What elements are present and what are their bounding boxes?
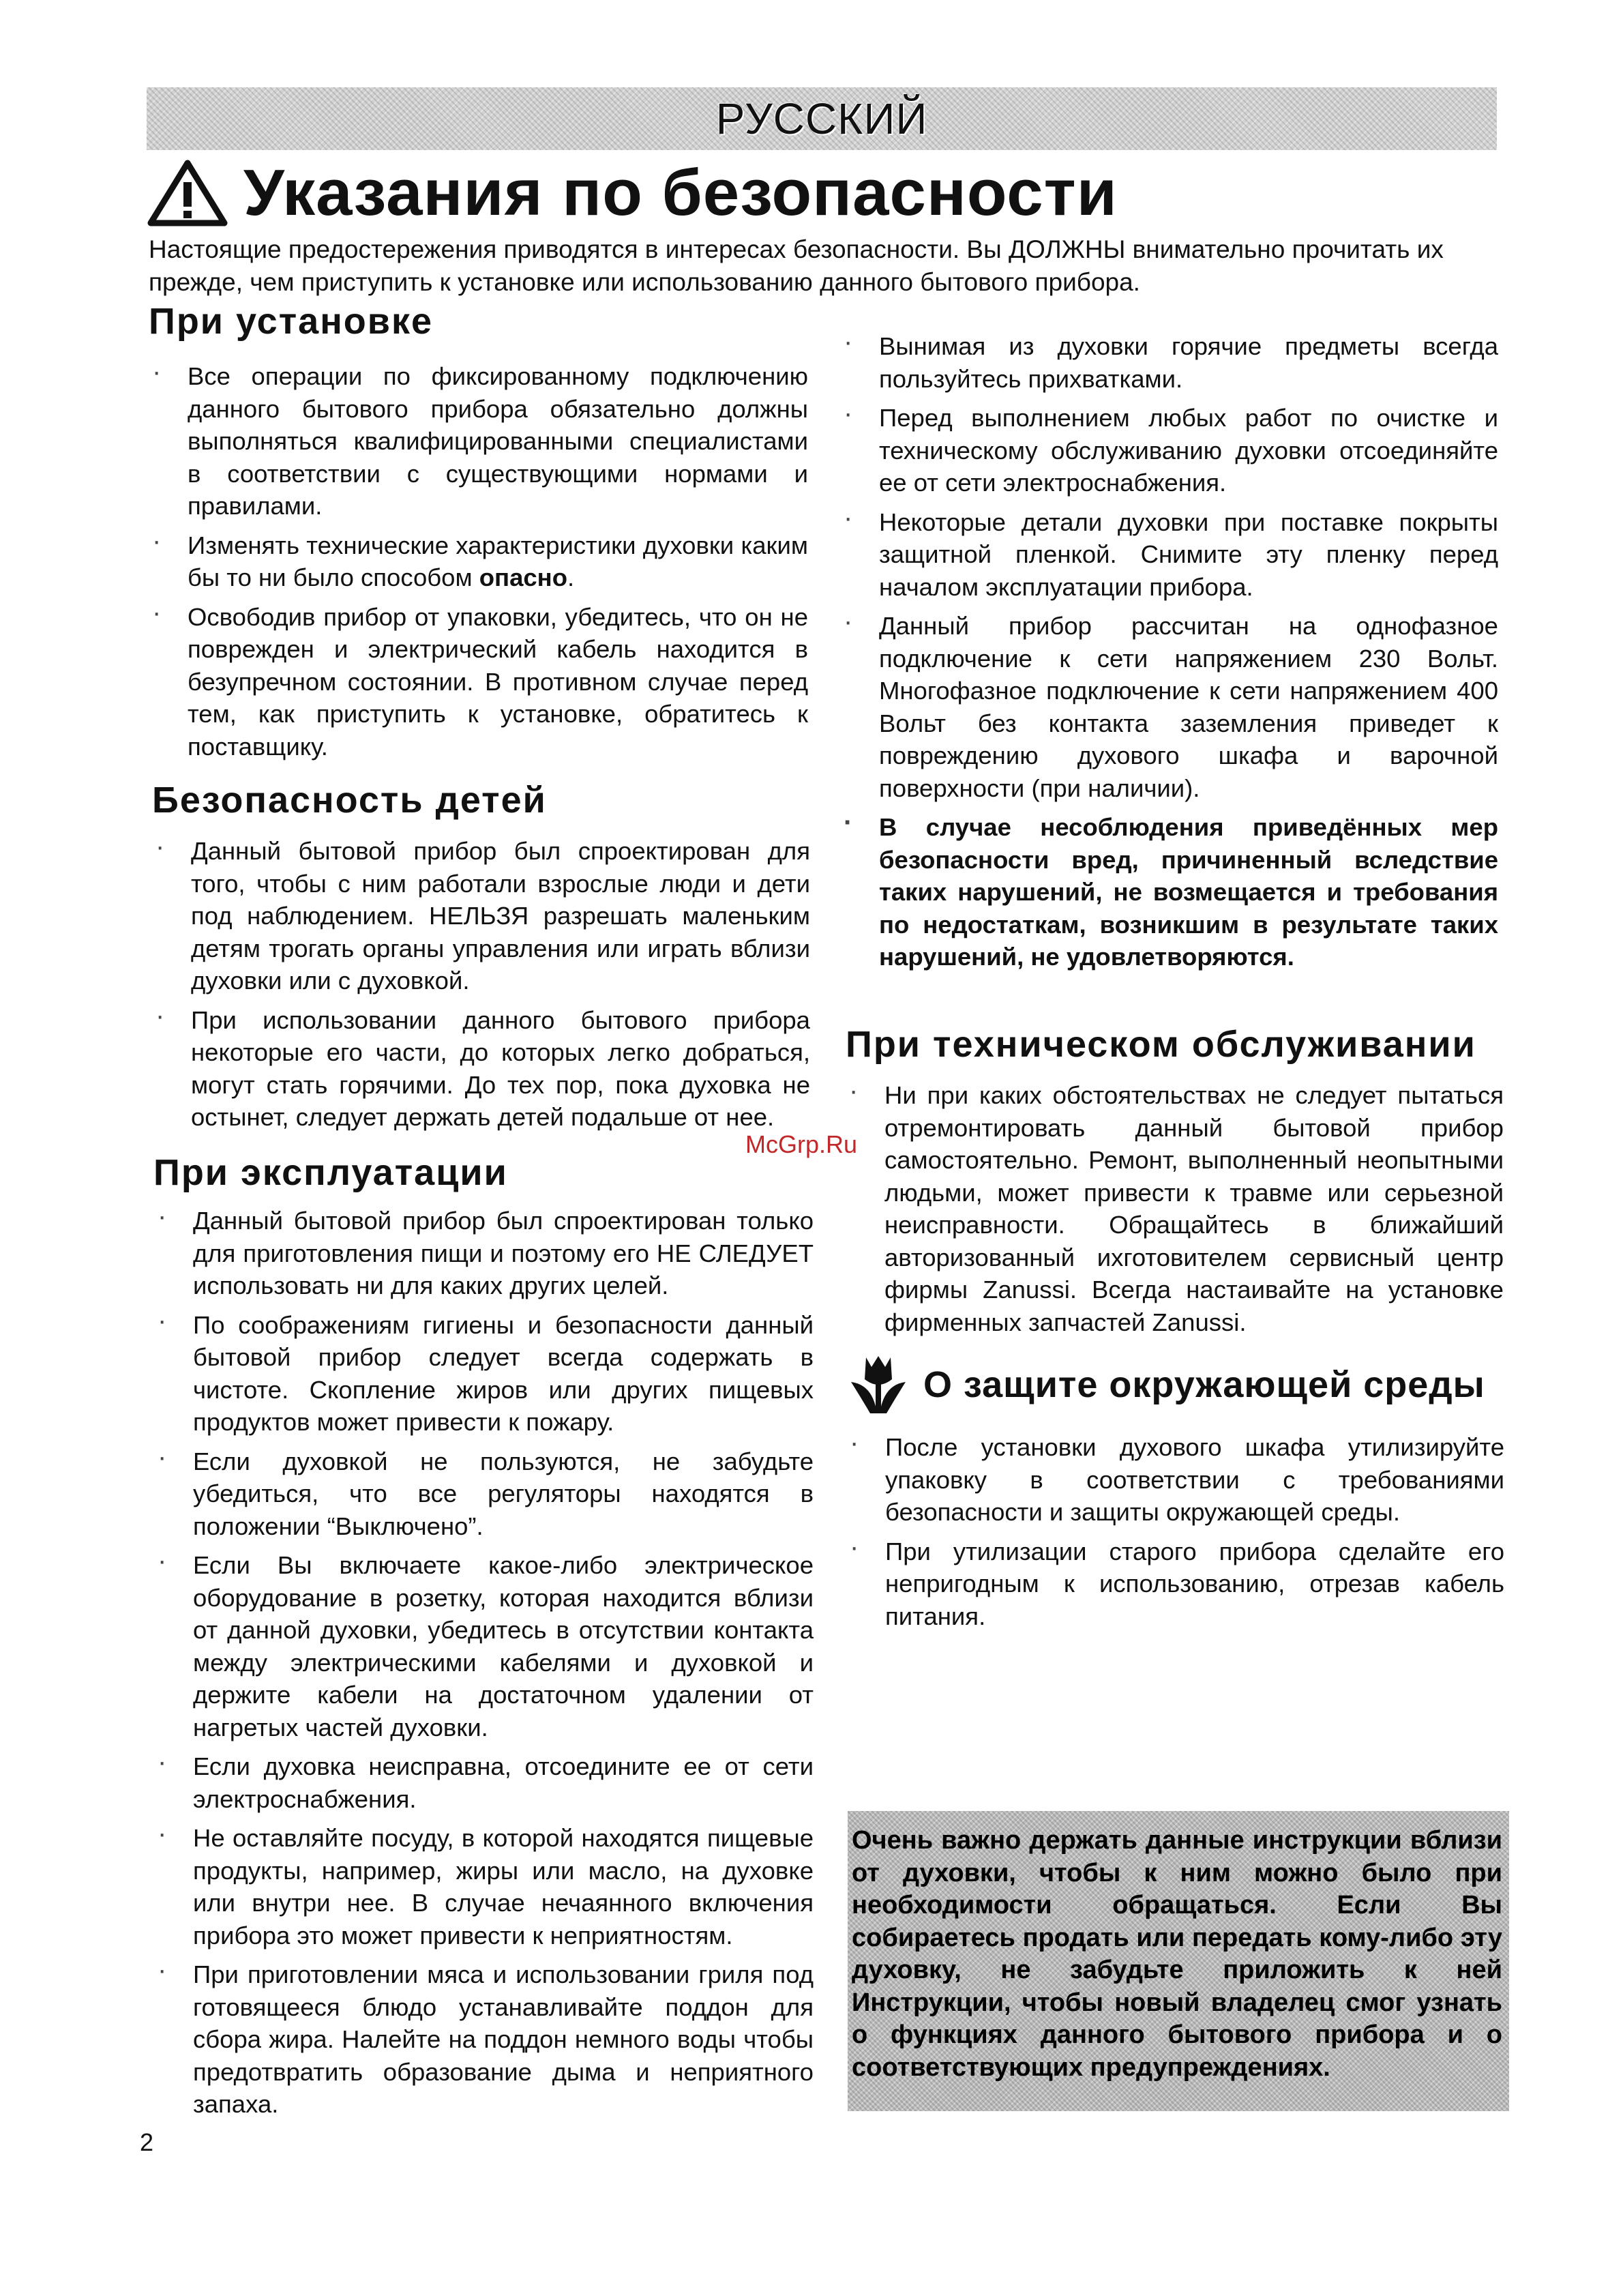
list-item-text: Изменять технические характеристики духовки каким бы то ни было способом [188, 531, 808, 591]
installation-list [188, 360, 808, 769]
children-list [191, 835, 810, 1140]
environment-list [885, 1431, 1504, 1639]
list-item: · Данный прибор рассчитан на однофазное подключение к сети напряжением 230 Вольт. Многофазное подключение к сети напряжением 400 Вольт без контакта заземления приведет к повреждению духового шкафа и варочной поверхности (при наличии). [879, 610, 1498, 804]
list-item: · Все операции по фиксированному подключению данного бытового прибора обязательно должны выполняться квалифицированными специалистами в соответствии с существующими нормами и правилами. [188, 360, 808, 523]
right-safety-list [879, 330, 1498, 980]
list-item: · При использовании данного бытового прибора некоторые его части, до которых легко добраться, могут стать горячими. До тех пор, пока духовка не остынет, следует держать детей подальше от нее. [191, 1004, 810, 1134]
list-item: · Данный бытовой прибор был спроектирован только для приготовления пищи и поэтому его НЕ СЛЕДУЕТ использовать ни для каких других целей. [193, 1205, 814, 1302]
language-label: РУССКИЙ [715, 94, 928, 143]
section-heading-maintenance: При техническом обслуживании [846, 1024, 1476, 1065]
list-item: · Ни при каких обстоятельствах не следует пытаться отремонтировать данный бытовой прибор самостоятельно. Ремонт, выполненный неопытными людьми, может привести к травме или серьезной неисправности. Обращайтесь в ближайший авторизованный ихготовителем сервисный центр фирмы Zanussi. Всегда настаивайте на установке фирменных запчастей Zanussi. [884, 1079, 1504, 1338]
list-item-bold: · В случае несоблюдения приведённых мер безопасности вред, причиненный вследствие таких нарушений, не возмещается и требования по недостаткам, возникшим в результате таких нарушений, не удовлетворяются. [879, 811, 1498, 973]
page-title-text: Указания по безопасности [243, 156, 1118, 229]
language-banner [147, 87, 1497, 150]
list-item: · Вынимая из духовки горячие предметы всегда пользуйтесь прихватками. [879, 330, 1498, 395]
section-heading-children: Безопасность детей [152, 780, 547, 821]
list-item: · Некоторые детали духовки при поставке покрыты защитной пленкой. Снимите эту пленку перед началом эксплуатации прибора. [879, 506, 1498, 604]
section-heading-installation: При установке [149, 301, 434, 342]
list-item: · Перед выполнением любых работ по очистке и техническому обслуживанию духовки отсоединяйте ее от сети электроснабжения. [879, 402, 1498, 499]
operation-list [193, 1205, 814, 2128]
important-notice-box [848, 1811, 1509, 2111]
notice-text: Очень важно держать данные инструкции вблизи от духовки, чтобы к ним можно было при необходимости обращаться. Если Вы собираетесь продать или передать кому-либо эту духовку, не забудьте приложить к ней Инструкции, чтобы новый владелец смог узнать о функциях данного бытового прибора и о соответствующих предупреждениях. [852, 1826, 1502, 2082]
maintenance-list [884, 1079, 1504, 1345]
list-item: · По соображениям гигиены и безопасности данный бытовой прибор следует всегда содержать в чистоте. Скопление жиров или других пищевых продуктов может привести к пожару. [193, 1309, 814, 1439]
list-item: · После установки духового шкафа утилизируйте упаковку в соответствии с требованиями безопасности и защиты окружающей среды. [885, 1431, 1504, 1529]
environment-heading [846, 1351, 1485, 1419]
page-title [147, 156, 1118, 231]
list-item: · Изменять технические характеристики духовки каким бы то ни было способом опасно. [188, 529, 808, 594]
list-item: · Освободив прибор от упаковки, убедитесь, что он не поврежден и электрический кабель находится в безупречном состоянии. В противном случае перед тем, как приступить к установке, обратитесь к поставщику. [188, 601, 808, 763]
list-item: · При приготовлении мяса и использовании гриля под готовящееся блюдо устанавливайте поддон для сбора жира. Налейте на поддон немного воды чтобы предотвратить образование дыма и неприятного запаха. [193, 1958, 814, 2121]
intro-paragraph: Настоящие предостережения приводятся в интересах безопасности. Вы ДОЛЖНЫ внимательно прочитать их прежде, чем приступить к установке или использованию данного бытового прибора. [149, 235, 1444, 296]
tulip-eco-icon [846, 1352, 911, 1417]
list-item: · Данный бытовой прибор был спроектирован для того, чтобы с ним работали взрослые люди и дети под наблюдением. НЕЛЬЗЯ разрешать маленьким детям трогать органы управления или играть вблизи духовки или с духовкой. [191, 835, 810, 997]
environment-heading-text: О защите окружающей среды [923, 1364, 1485, 1405]
emphasis-text: опасно [479, 563, 568, 591]
list-item: · Не оставляйте посуду, в которой находятся пищевые продукты, например, жиры или масло, на духовке или внутри нее. В случае нечаянного включения прибора это может привести к неприятностям. [193, 1822, 814, 1952]
list-item: · Если духовка неисправна, отсоедините ее от сети электроснабжения. [193, 1750, 814, 1815]
section-heading-operation: При эксплуатации [153, 1152, 508, 1193]
watermark: McGrp.Ru [745, 1130, 858, 1158]
list-item: · Если Вы включаете какое-либо электрическое оборудование в розетку, которая находится вблизи от данной духовки, убедитесь в отсутствии контакта между электрическими кабелями и духовкой и держите кабели на достаточном удалении от нагретых частей духовки. [193, 1549, 814, 1743]
list-item: · При утилизации старого прибора сделайте его непригодным к использованию, отрезав кабель питания. [885, 1535, 1504, 1633]
page-number: 2 [140, 2128, 154, 2156]
list-item: · Если духовкой не пользуются, не забудьте убедиться, что все регуляторы находятся в положении “Выключено”. [193, 1445, 814, 1543]
warning-triangle-icon [147, 159, 228, 227]
